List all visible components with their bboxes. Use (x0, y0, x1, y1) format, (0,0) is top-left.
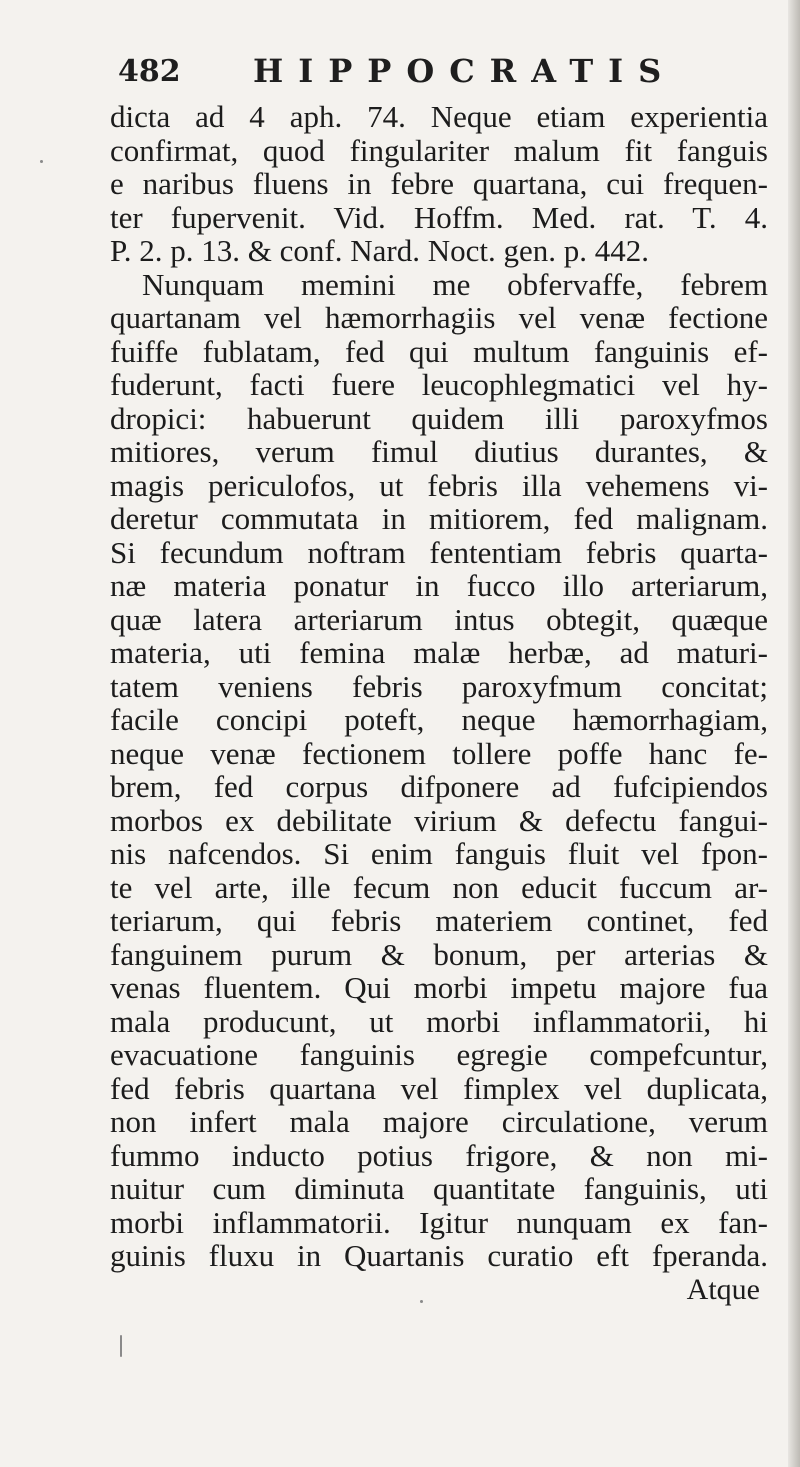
page-header (118, 48, 758, 98)
text-line: Si fecundum noftram fententiam febris quarta- (110, 534, 768, 570)
text-line: P. 2. p. 13. & conf. Nard. Noct. gen. p. 442. (110, 233, 649, 268)
text-line: te vel arte, ille fecum non educit fuccum ar- (110, 869, 768, 905)
text-line: confirmat, quod fingulariter malum fit fanguis (110, 132, 768, 168)
text-line: næ materia ponatur in fucco illo arteriarum, (110, 568, 768, 603)
text-line: magis periculofos, ut febris illa vehemens vi- (110, 467, 768, 503)
page-edge-shadow (788, 0, 800, 1467)
text-line: morbi inflammatorii. Igitur nunquam ex fan- (110, 1204, 768, 1240)
text-line: fuderunt, facti fuere leucophlegmatici vel hy- (110, 367, 768, 402)
body-text (110, 100, 768, 1273)
paper-speck (120, 1335, 122, 1357)
text-line: ter fupervenit. Vid. Hoffm. Med. rat. T. 4. (110, 199, 768, 235)
text-line: non infert mala majore circulatione, verum (110, 1104, 768, 1139)
paper-speck (40, 160, 43, 163)
text-line: quartanam vel hæmorrhagiis vel venæ fectione (110, 300, 768, 335)
page-number: 482 (118, 54, 181, 89)
paper-speck (420, 1300, 423, 1303)
text-line: e naribus fluens in febre quartana, cui frequen- (110, 166, 768, 201)
text-line: materia, uti femina malæ herbæ, ad maturi- (110, 635, 768, 670)
text-line: fummo inducto potius frigore, & non mi- (110, 1137, 768, 1173)
text-line: facile concipi poteft, neque hæmorrhagiam, (110, 702, 768, 737)
text-line: fuiffe fublatam, fed qui multum fanguinis ef- (110, 333, 768, 369)
text-line: neque venæ fectionem tollere poffe hanc fe- (110, 735, 768, 771)
text-line: nuitur cum diminuta quantitate fanguinis, uti (110, 1171, 768, 1206)
text-line: dicta ad 4 aph. 74. Neque etiam experientia (110, 99, 768, 134)
catchword: Atque (686, 1273, 760, 1306)
text-line: mitiores, verum fimul diutius durantes, & (110, 434, 768, 469)
text-line: morbos ex debilitate virium & defectu fangui- (110, 802, 768, 838)
running-title: HIPPOCRATIS (253, 52, 677, 90)
text-line: fanguinem purum & bonum, per arterias & (110, 936, 768, 972)
text-line: deretur commutata in mitiorem, fed malignam. (110, 501, 768, 536)
text-line: brem, fed corpus difponere ad fufcipiendos (110, 769, 768, 804)
text-line: dropici: habuerunt quidem illi paroxyfmos (110, 400, 768, 436)
text-line: fed febris quartana vel fimplex vel duplicata, (110, 1070, 768, 1106)
text-line: quæ latera arteriarum intus obtegit, quæque (110, 601, 768, 637)
text-line: nis nafcendos. Si enim fanguis fluit vel fpon- (110, 836, 768, 871)
text-line: mala producunt, ut morbi inflammatorii, hi (110, 1003, 768, 1039)
text-line: evacuatione fanguinis egregie compefcuntur, (110, 1037, 768, 1072)
text-line: Nunquam memini me obfervaffe, febrem (142, 266, 768, 302)
text-line: tatem veniens febris paroxyfmum concitat; (110, 668, 768, 704)
text-line: venas fluentem. Qui morbi impetu majore fua (110, 970, 768, 1005)
text-line: guinis fluxu in Quartanis curatio eft fperanda. (110, 1238, 768, 1273)
text-line: teriarum, qui febris materiem continet, fed (110, 903, 768, 938)
